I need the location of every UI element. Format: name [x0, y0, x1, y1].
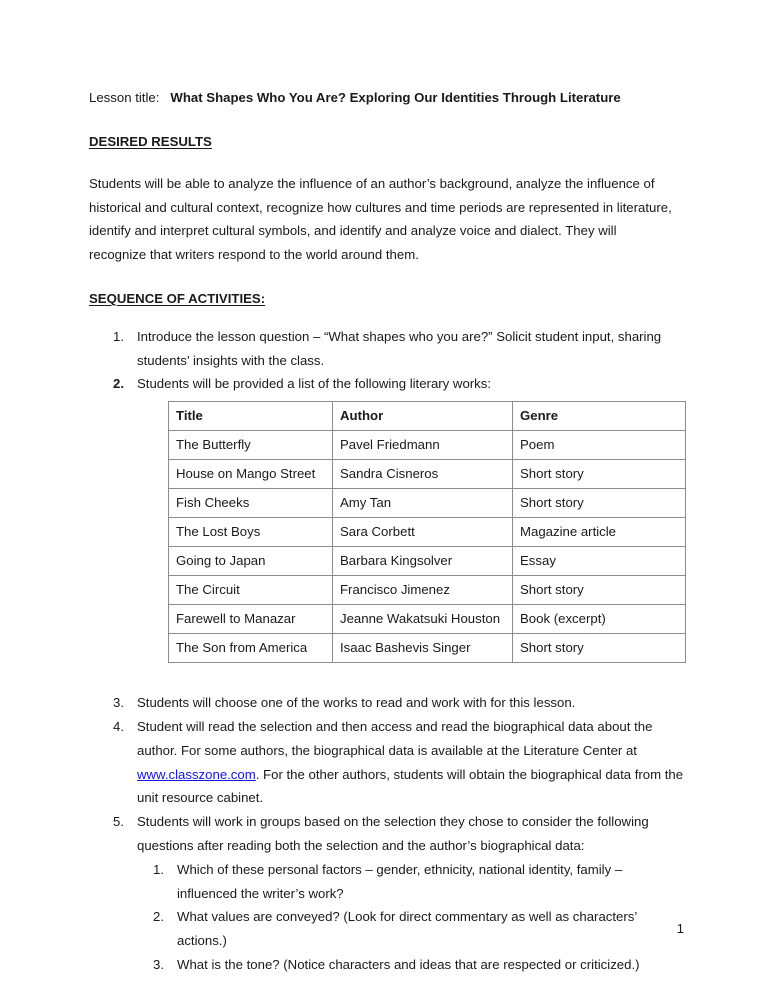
- table-row: [169, 431, 686, 460]
- list-item-activity-2: [89, 372, 684, 396]
- list-item-question-1: [89, 858, 684, 906]
- lesson-title-line: [89, 88, 684, 108]
- cell-author: Francisco Jimenez: [333, 576, 513, 605]
- list-number: 1.: [113, 328, 124, 344]
- cell-title: Farewell to Manazar: [169, 605, 333, 634]
- heading-desired-results: DESIRED RESULTS: [89, 134, 212, 149]
- list-number: 2.: [113, 376, 124, 392]
- table-row: [169, 605, 686, 634]
- list-number: 1.: [153, 861, 164, 877]
- cell-author: Isaac Bashevis Singer: [333, 634, 513, 663]
- column-header-title: Title: [169, 402, 333, 431]
- table-row: [169, 460, 686, 489]
- cell-title: House on Mango Street: [169, 460, 333, 489]
- list-number: 3.: [113, 695, 124, 711]
- works-table-container: [168, 401, 684, 663]
- cell-genre: Short story: [513, 634, 686, 663]
- activities-list-continued: [89, 691, 684, 858]
- table-body: [169, 431, 686, 663]
- cell-author: Sandra Cisneros: [333, 460, 513, 489]
- table-row: [169, 634, 686, 663]
- activities-list: [89, 325, 684, 396]
- cell-genre: Short story: [513, 489, 686, 518]
- list-item-text: Students will work in groups based on the selection they chose to consider the following questions after reading both the selection and the author’s biographical data:: [137, 814, 649, 853]
- discussion-questions-list: [89, 858, 684, 977]
- table-row: [169, 547, 686, 576]
- list-item-text: Students will be provided a list of the following literary works:: [137, 376, 492, 392]
- list-item-activity-5: [89, 810, 684, 858]
- list-item-activity-1: [89, 325, 684, 373]
- cell-author: Amy Tan: [333, 489, 513, 518]
- table-row: [169, 518, 686, 547]
- column-header-genre: Genre: [513, 402, 686, 431]
- list-number: 4.: [113, 718, 124, 734]
- table-row: [169, 489, 686, 518]
- cell-genre: Book (excerpt): [513, 605, 686, 634]
- list-item-text: What is the tone? (Notice characters and ideas that are respected or criticized.): [177, 956, 640, 972]
- literary-works-table: [168, 401, 686, 663]
- cell-title: The Lost Boys: [169, 518, 333, 547]
- desired-results-paragraph: Students will be able to analyze the influence of an author’s background, analyze the influence of historical and cultural context, recognize how cultures and time periods are represented in literature, identify and interpret cultural symbols, and identify and analyze voice and dialect. They will recognize that writers respond to the world around them.: [89, 175, 672, 263]
- list-number: 5.: [113, 814, 124, 830]
- cell-genre: Essay: [513, 547, 686, 576]
- cell-title: Fish Cheeks: [169, 489, 333, 518]
- cell-genre: Poem: [513, 431, 686, 460]
- cell-author: Pavel Friedmann: [333, 431, 513, 460]
- heading-sequence-of-activities: SEQUENCE OF ACTIVITIES:: [89, 290, 266, 306]
- cell-title: The Circuit: [169, 576, 333, 605]
- activity-4-text-before-link: Student will read the selection and then access and read the biographical data about the author. For some authors, the biographical data is available at the Literature Center at: [137, 718, 653, 758]
- table-row: [169, 576, 686, 605]
- document-body: [89, 88, 684, 977]
- cell-author: Sara Corbett: [333, 518, 513, 547]
- list-number: 3.: [153, 956, 164, 972]
- cell-title: The Butterfly: [169, 431, 333, 460]
- cell-genre: Short story: [513, 460, 686, 489]
- classzone-link[interactable]: www.classzone.com: [137, 766, 256, 782]
- list-item-text: Which of these personal factors – gender, ethnicity, national identity, family – influenced the writer’s work?: [177, 861, 623, 901]
- list-item-text: [137, 715, 684, 810]
- list-number: 2.: [153, 909, 164, 925]
- lesson-title-label: Lesson title:: [89, 90, 160, 105]
- cell-genre: Magazine article: [513, 518, 686, 547]
- cell-author: Jeanne Wakatsuki Houston: [333, 605, 513, 634]
- list-item-text: What values are conveyed? (Look for direct commentary as well as characters’ actions.): [177, 909, 637, 949]
- page-number: 1: [676, 921, 684, 936]
- list-item-activity-3: [89, 691, 684, 715]
- lesson-title-text: What Shapes Who You Are? Exploring Our Identities Through Literature: [170, 90, 621, 105]
- cell-title: The Son from America: [169, 634, 333, 663]
- activity-4-text-after-link: . For the other authors, students will obtain the biographical data from the unit resource cabinet.: [137, 766, 684, 806]
- cell-title: Going to Japan: [169, 547, 333, 576]
- list-item-text: Introduce the lesson question – “What shapes who you are?” Solicit student input, sharing students’ insights with the class.: [137, 328, 662, 368]
- list-item-question-3: [89, 953, 684, 977]
- list-item-text: Students will choose one of the works to read and work with for this lesson.: [137, 695, 576, 711]
- list-item-activity-4: [89, 715, 684, 810]
- cell-genre: Short story: [513, 576, 686, 605]
- column-header-author: Author: [333, 402, 513, 431]
- cell-author: Barbara Kingsolver: [333, 547, 513, 576]
- table-header-row: [169, 402, 686, 431]
